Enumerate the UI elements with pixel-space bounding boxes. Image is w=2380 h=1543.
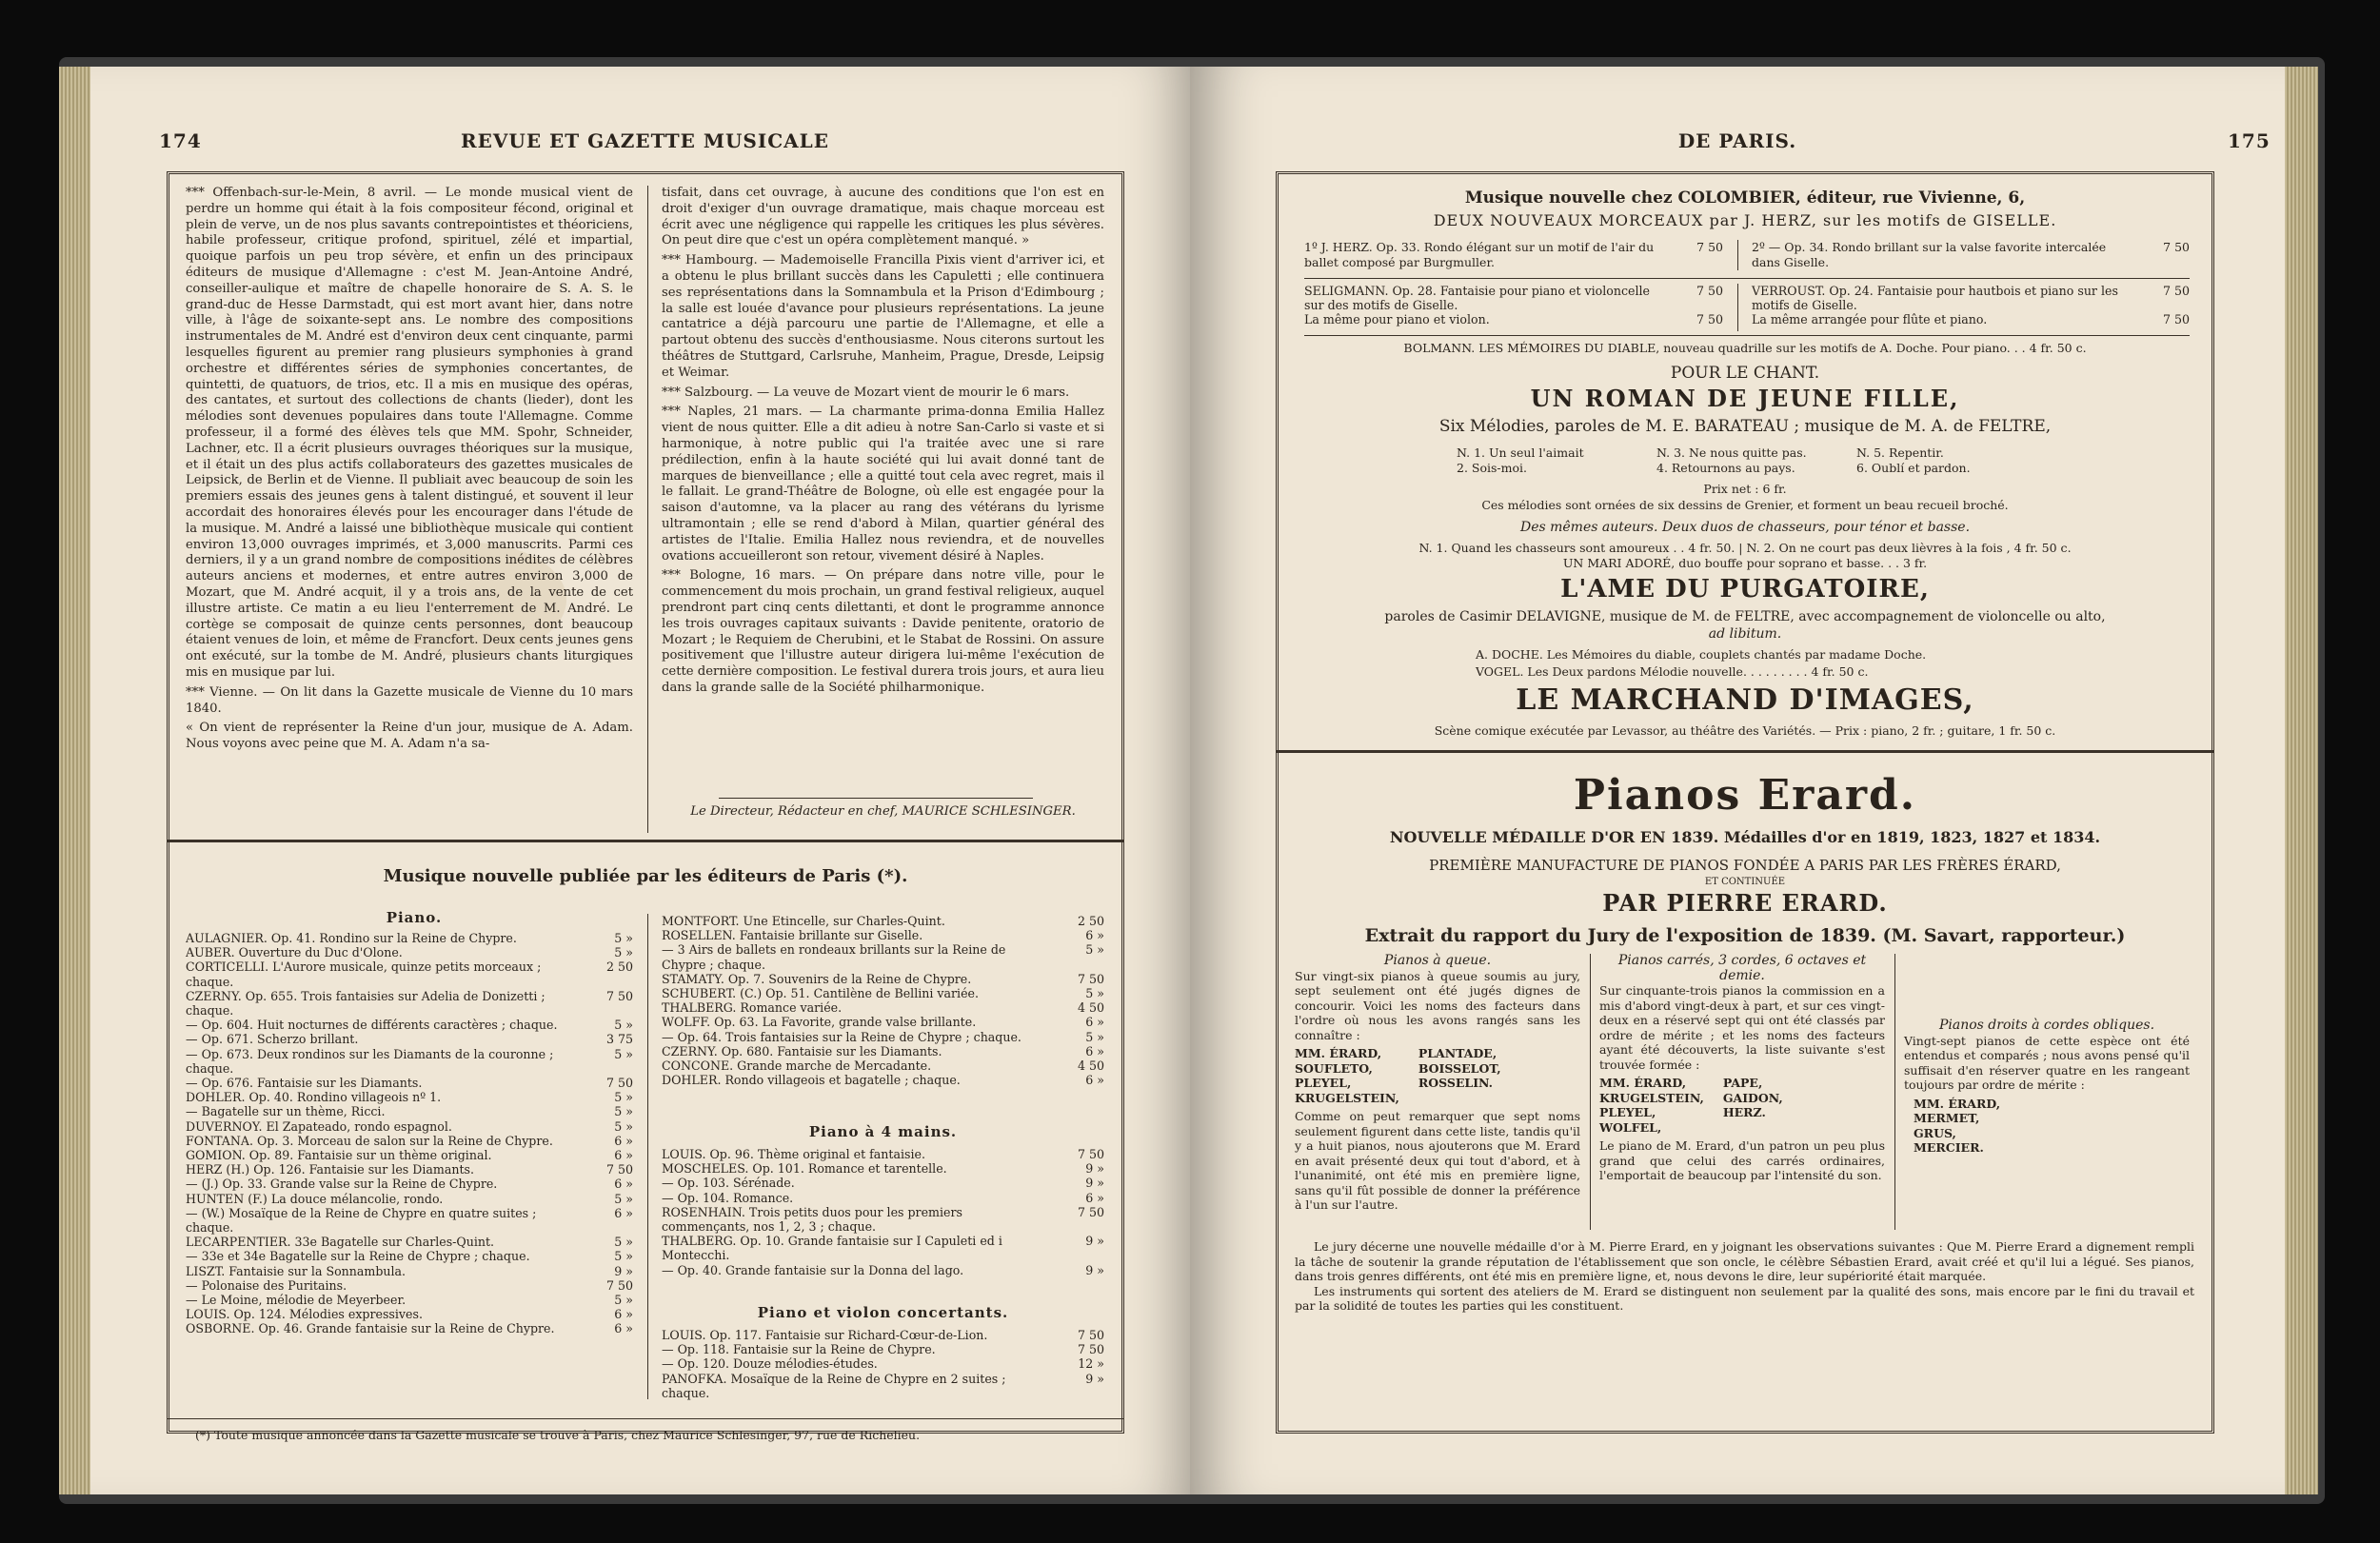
catalog-entry-title: — Op. 676. Fantaisie sur les Diamants. [186,1076,423,1091]
mari-adore-line: UN MARI ADORÉ, duo bouffe pour soprano et basse. . . 3 fr. [1562,556,1928,570]
catalog-entry [186,1148,633,1162]
catalog-entry-title: STAMATY. Op. 7. Souvenirs de la Reine de Chypre. [662,971,972,986]
catalog-entry-title: — Op. 118. Fantaisie sur la Reine de Chypre. [662,1342,936,1357]
catalog-column-2-violin [662,1328,1104,1404]
catalog-entry [662,986,1104,1000]
roman-song-list [1457,445,2047,475]
name: PAPE, [1722,1076,1763,1090]
news-column-2 [662,186,1104,800]
name: MM. ÉRARD, [1599,1076,1687,1090]
catalog-entry-price: 6 » [1085,1015,1104,1030]
erard-col-droits [1904,1019,2190,1156]
catalog-entry [186,1307,633,1321]
carres-names-b [1723,1076,1783,1135]
catalog-entry-price: 6 » [614,1321,633,1336]
catalog-entry-title: — Op. 671. Scherzo brillant. [186,1032,359,1047]
catalog-entry [186,1249,633,1263]
catalog-entry-title: — Op. 120. Douze mélodies-études. [662,1356,878,1372]
erard-par-pierre: PAR PIERRE ERARD. [1602,889,1888,917]
roman-ornament-note: Ces mélodies sont ornées de six dessins de Grenier, et forment un beau recueil broché. [1481,498,2009,512]
carres-text: Sur cinquante-trois pianos la commission en a mis d'abord vingt-deux à part, et sur ces vingt-deux en a réservé sept qui ont été classés par ordre de mérite ; et les noms des facteurs ayant été découverts, la liste suivante s'est trouvée formée : [1599,983,1885,1072]
catalog-entry-price: 6 » [614,1133,633,1148]
catalog-entry-price: 7 50 [1077,971,1104,986]
catalog-entry-price: 5 » [614,1249,633,1264]
catalog-entry [662,1147,1104,1161]
song-3: N. 3. Ne nous quitte pas. [1656,445,1807,460]
catalog-entry-price: 5 » [614,1090,633,1105]
signature: Le Directeur, Rédacteur en chef, MAURICE SCHLESINGER. [690,804,1076,819]
catalog-entry [662,1000,1104,1015]
catalog-entry-title: AUBER. Ouverture du Duc d'Olone. [186,945,403,960]
catalog-entry-title: — Op. 104. Romance. [662,1190,794,1205]
erard-manufacture-line: PREMIÈRE MANUFACTURE DE PIANOS FONDÉE A PARIS PAR LES FRÈRES ÉRARD, [1429,857,2061,874]
signature-rule [719,798,1033,799]
catalog-title: Musique nouvelle publiée par les éditeurs de Paris (*). [383,866,908,886]
catalog-entry-title: — (J.) Op. 33. Grande valse sur la Reine de Chypre. [186,1177,498,1192]
erard-divider-1 [1590,954,1591,1230]
chant-heading: POUR LE CHANT. [1670,364,1820,383]
catalog-entry-price: 5 » [614,1046,633,1061]
catalog-entry [662,1263,1104,1277]
catalog-entry [662,1073,1104,1087]
droits-names [1914,1097,2190,1156]
catalog-entry-title: — Le Moine, mélodie de Meyerbeer. [186,1293,407,1308]
name: BOISSELOT, [1418,1060,1501,1076]
roman-title: UN ROMAN DE JEUNE FILLE, [1530,385,1960,412]
news-item-vienne: *** Vienne. — On lit dans la Gazette musicale de Vienne du 10 mars 1840. [186,684,633,716]
catalog-entry-price: 7 50 [1077,1204,1104,1219]
catalog-entry-title: HUNTEN (F.) La douce mélancolie, rondo. [186,1191,444,1206]
erard-col-carres [1599,954,1885,1183]
erard-title: Pianos Erard. [1573,771,1917,820]
catalog-entry-title: LECARPENTIER. 33e Bagatelle sur Charles-Quint. [186,1235,495,1250]
catalog-entry [186,1047,633,1076]
catalog-entry [662,1044,1104,1058]
news-item-offenbach: *** Offenbach-sur-le-Mein, 8 avril. — Le monde musical vient de perdre un homme qui était à la fois compositeur fécond, original et plein de verve, un de nos plus savants contrepointistes et théoriciens, habile professeur, critique profond, spirituel, zélé et impartial, quoique parfois un peu trop sévère, et enfin un des principaux éditeurs de musique d'Allemagne : c'est M. Jean-Antoine André, conseiller-aulique et maître de chapelle honoraire de S. A. S. le grand-duc de Hesse Darmstadt, qui est mort avant hier, dans notre ville, à l'âge de soixante-sept ans. Le nombre des compositions instrumentales de M. André est d'environ deux cent cinquante, parmi lesquelles figurent au premier rang plusieurs symphonies à grand orchestre et différentes séries de symphonies concertantes, de quintetti, de quatuors, de trios, etc. Il a mis en musique des opéras, des cantates, et surtout des collections de chants (lieder), dont les mélodies sont devenues populaires dans toute l'Allemagne. Comme professeur, il a formé des élèves tels que MM. Spohr, Schneider, Lachner, etc. Il a écrit plusieurs ouvrages théoriques sur la musique, et il était un des plus actifs collaborateurs des gazettes musicales de Leipsick, de Berlin et de Vienne. Il publiait avec beaucoup de soin les premiers essais des jeunes gens à talent distingué, et souvent il leur accordait des honoraires élevés pour les encourager dans l'étude de la musique. M. André a laissé une bibliothèque musicale qui contient environ 13,000 ouvrages imprimés, et 3,000 manuscrits. Parmi ces derniers, il y a un grand nombre de compositions inédites de célèbres auteurs anciens et modernes, et entre autres environ 3,000 de Mozart, que M. André acquit, il y a trois ans, de la vente de cet illustre artiste. Ce matin a eu lieu l'enterrement de M. André. Le cortège se composait de quinze cents personnes, dont beaucoup étaient venues de loin, et même de Francfort. Deux cents jeunes gens ont exécuté, sur la tombe de M. André, plusieurs chants liturgiques mis en musique par lui. [186,186,633,680]
erard-extrait: Extrait du rapport du Jury de l'exposition de 1839. (M. Savart, rapporteur.) [1364,925,2126,946]
catalog-entry-title: HERZ (H.) Op. 126. Fantaisie sur les Diamants. [186,1162,474,1177]
verroust-item: VERROUST. Op. 24. Fantaisie pour hautbois et piano sur les motifs de Giselle. 7 50 La même arrangée pour flûte et piano. 7 50 [1752,284,2190,327]
catalog-entry [662,1205,1104,1234]
catalog-entry-price: 6 » [614,1148,633,1163]
carres-title: Pianos carrés, 3 cordes, 6 octaves et demie. [1617,953,1867,983]
memes-auteurs: Des mêmes auteurs. Deux duos de chasseurs, pour ténor et basse. [1519,520,1971,535]
catalog-entry-price: 5 » [1085,1029,1104,1044]
catalog-entry [186,931,633,945]
catalog-entry-title: PANOFKA. Mosaïque de la Reine de Chypre en 2 suites ; chaque. [662,1371,1006,1400]
catalog-entry-price: 5 » [614,1235,633,1250]
erard-closing [1295,1239,2194,1314]
catalog-entry [186,989,633,1018]
catalog-entry-title: CONCONE. Grande marche de Mercadante. [662,1058,932,1074]
catalog-entry-title: CORTICELLI. L'Aurore musicale, quinze petits morceaux ; chaque. [186,959,542,989]
catalog-entry-title: LOUIS. Op. 124. Mélodies expressives. [186,1307,423,1322]
name: MERMET, [1914,1111,1980,1125]
name: ROSSELIN. [1418,1076,1494,1090]
four-hands-heading: Piano à 4 mains. [808,1123,958,1140]
queue-names [1295,1046,1580,1105]
erard-medal-line: NOUVELLE MÉDAILLE D'OR EN 1839. Médailles d'or en 1819, 1823, 1827 et 1834. [1389,828,2101,846]
catalog-entry-price: 7 50 [605,1162,633,1177]
name: PLEYEL, [1599,1105,1656,1119]
catalog-entry-price: 7 50 [1077,1328,1104,1342]
news-item-hambourg: *** Hambourg. — Mademoiselle Francilla Pixis vient d'arriver ici, et a obtenu le plus brillant succès dans les Capuletti ; elle continuera ses représentations dans la Somnambula et la Prison d'Edimbourg ; la salle est louée d'avance pour plusieurs représentations. La jeune cantatrice a déjà parcouru une partie de l'Allemagne, et elle a partout obtenu des succès d'enthousiasme. Nous citerons surtout les théâtres de Stuttgard, Carlsruhe, Manheim, Prague, Dresde, Leipsig et Weimar. [662,253,1104,380]
erard-divider-2 [1894,954,1895,1230]
erard-separator [1276,750,2214,753]
catalog-entry [186,1134,633,1148]
catalog-entry [662,942,1104,971]
catalog-entry-price: 5 » [614,945,633,960]
name: KRUGELSTEIN, [1599,1090,1704,1105]
name: PLEYEL, [1295,1076,1352,1090]
carres-names-a [1599,1076,1704,1135]
queue-text: Sur vingt-six pianos à queue soumis au jury, sept seulement ont été jugés dignes de concourir. Voici les noms des facteurs dans l'ordre où nous les avons rangés sans les connaître : [1295,968,1580,1042]
catalog-entry [186,1177,633,1191]
catalog-entry-title: THALBERG. Op. 10. Grande fantaisie sur I Capuleti ed i Montecchi. [662,1234,1002,1263]
catalog-entry-price: 6 » [614,1177,633,1192]
catalog-entry [186,1321,633,1335]
name: GRUS, [1914,1125,1956,1140]
catalog-entry [186,1162,633,1177]
catalog-entry-title: DOHLER. Op. 40. Rondino villageois nº 1. [186,1090,442,1105]
carres-text-2: Le piano de M. Erard, d'un patron un peu plus grand que celui des carrés ordinaires, l'emportait de beaucoup par l'intensité du son. [1599,1138,1885,1182]
catalog-entry-price: 9 » [1085,1371,1104,1386]
catalog-entry [186,959,633,988]
herz-divider [1737,240,1738,270]
catalog-entry [186,1278,633,1293]
name: HERZ. [1722,1105,1766,1119]
name: MERCIER. [1914,1140,1984,1155]
carres-names [1599,1076,1885,1135]
piano-heading: Piano. [386,909,443,926]
catalog-entry [186,1018,633,1032]
news-item-salzbourg: *** Salzbourg. — La veuve de Mozart vient de mourir le 6 mars. [662,385,1070,400]
song-6: 6. Oublí et pardon. [1856,460,1971,475]
news-item-naples: *** Naples, 21 mars. — La charmante prima-donna Emilia Hallez vient de nous quitter. Elle a dit adieu à notre San-Carlo si vaste et si harmonique, à notre public qui l'a traitée avec une si rare prédilection, enfin à la haute société qui lui avait donné tant de marques de bienveillance ; elle a quitté tout cela avec regret, mais il le fallait. Le grand-Théâtre de Bologne, où elle est engagée pour la saison d'automne, va la placer au rang des vétérans du lyrisme ultramontain ; elle se rend d'abord à Milan, quartier général des artistes de l'Italie. Emilia Hallez nous reviendra, et de nouvelles ovations accueilleront son retour, vivement désiré à Naples. [662,405,1104,564]
song-5: N. 5. Repentir. [1856,445,1944,460]
catalog-entry [186,1293,633,1307]
name: GAIDON, [1722,1090,1783,1105]
catalog-entry-title: GOMION. Op. 89. Fantaisie sur un thème original. [186,1148,492,1163]
catalog-entry-title: — Op. 604. Huit nocturnes de différents caractères ; chaque. [186,1018,558,1033]
catalog-entry [662,1356,1104,1371]
right-page [1190,67,2285,1494]
catalog-entry [186,1119,633,1134]
catalog-entry-title: FONTANA. Op. 3. Morceau de salon sur la Reine de Chypre. [186,1133,553,1148]
catalog-entry-price: 6 » [1085,1043,1104,1058]
duos-line: N. 1. Quand les chasseurs sont amoureux . . 4 fr. 50. | N. 2. On ne court pas deux lièvres à la fois , 4 fr. 50 c. [1418,541,2072,555]
erard-closing-1: Le jury décerne une nouvelle médaille d'or à M. Pierre Erard, en y joignant les observations suivantes : Que M. Pierre Erard a dignement rempli la tâche de soutenir la grande réputation de l'établissement que son oncle, le célèbre Sébastien Erard, avait créé et qu'il lui a légué. Ses pianos, dans trois genres différents, ont été mis en première ligne, et, nous devons le dire, leur supériorité était marquée. [1295,1239,2194,1283]
catalog-entry-title: ROSENHAIN. Trois petits duos pour les premiers commençants, nos 1, 2, 3 ; chaque. [662,1204,962,1235]
catalog-entry-price: 7 50 [605,988,633,1003]
catalog-entry [662,1191,1104,1205]
catalog-entry-price: 6 » [1085,1190,1104,1205]
catalog-entry-price: 9 » [1085,1161,1104,1177]
catalog-entry-title: MONTFORT. Une Etincelle, sur Charles-Quint. [662,914,945,928]
erard-continuee: ET CONTINUÉE [1704,877,1786,887]
name: MM. ÉRARD, [1295,1046,1382,1060]
footnote: (*) Toute musique annoncée dans la Gazette musicale se trouve à Paris, chez Maurice Schlesinger, 97, rue de Richelieu. [195,1428,921,1442]
catalog-divider [647,914,648,1399]
erard-col-queue [1295,954,1580,1213]
catalog-entry-price: 2 50 [605,959,633,975]
queue-text-2: Comme on peut remarquer que sept noms seulement figurent dans cette liste, tandis qu'il y a huit pianos, nous ajouterons que M. Erard en avait présenté deux qui tout d'abord, et à l'unanimité, ont été mis en première ligne, sans qu'il fût possible de donner la préférence à l'un sur l'autre. [1295,1109,1580,1212]
name: PLANTADE, [1418,1046,1497,1060]
catalog-entry-title: — 3 Airs de ballets en rondeaux brillants sur la Reine de Chypre ; chaque. [662,942,1006,972]
name: SOUFLETO, [1295,1060,1373,1076]
catalog-entry [186,1264,633,1278]
catalog-entry-price: 7 50 [605,1277,633,1293]
running-head-right: DE PARIS. [1677,129,1797,152]
song-2: 2. Sois-moi. [1457,460,1527,475]
name: KRUGELSTEIN, [1295,1090,1399,1105]
song-4: 4. Retournons au pays. [1656,460,1795,475]
catalog-entry-price: 5 » [614,1104,633,1119]
section-separator [167,840,1124,842]
catalog-entry-price: 6 » [1085,1073,1104,1088]
catalog-entry [186,1076,633,1090]
catalog-entry [186,1032,633,1046]
rule-colombier-1 [1304,278,2190,279]
catalog-entry-title: — (W.) Mosaïque de la Reine de Chypre en quatre suites ; chaque. [186,1205,537,1236]
running-head-left: REVUE ET GAZETTE MUSICALE [461,129,829,152]
catalog-entry [662,1234,1104,1262]
catalog-entry-price: 5 » [614,1191,633,1206]
catalog-entry [186,1235,633,1249]
vogel-line: VOGEL. Les Deux pardons Mélodie nouvelle. . . . . . . . . 4 fr. 50 c. [1476,664,1869,679]
queue-names-b [1418,1046,1501,1105]
catalog-entry-title: CZERNY. Op. 655. Trois fantaisies sur Adelia de Donizetti ; chaque. [186,988,545,1019]
roman-price: Prix net : 6 fr. [1703,482,1787,496]
catalog-entry-price: 6 » [614,1205,633,1220]
catalog-entry [662,914,1104,928]
droits-title: Pianos droits à cordes obliques. [1938,1018,2155,1033]
catalog-entry-title: DUVERNOY. El Zapateado, rondo espagnol. [186,1118,452,1134]
catalog-entry-title: — Bagatelle sur un thème, Ricci. [186,1104,386,1119]
catalog-entry-price: 6 » [1085,928,1104,943]
catalog-entry-price: 9 » [1085,1262,1104,1277]
purgatoire-title: L'AME DU PURGATOIRE, [1560,575,1930,603]
song-1: N. 1. Un seul l'aimait [1457,445,1584,460]
catalog-entry [186,1090,633,1104]
catalog-entry-title: LOUIS. Op. 96. Thème original et fantaisie. [662,1147,925,1161]
marchand-line: Scène comique exécutée par Levassor, au théâtre des Variétés. — Prix : piano, 2 fr. ; guitare, 1 fr. 50 c. [1434,723,2056,738]
herz-subtitle: DEUX NOUVEAUX MORCEAUX par J. HERZ, sur les motifs de GISELLE. [1433,211,2057,229]
catalog-entry-price: 4 50 [1077,1000,1104,1016]
catalog-entry-title: AULAGNIER. Op. 41. Rondino sur la Reine de Chypre. [186,931,517,945]
catalog-entry-price: 9 » [614,1263,633,1278]
herz-item-1: 1º J. HERZ. Op. 33. Rondo élégant sur un motif de l'air du ballet composé par Burgmuller. 7 50 [1304,240,1723,269]
catalog-entry-title: THALBERG. Romance variée. [662,1000,843,1016]
catalog-entry [662,1176,1104,1190]
erard-closing-2: Les instruments qui sortent des ateliers de M. Erard se distinguent non seulement par la qualité des sons, mais encore par le fini du travail et par la solidité de toutes les parties qui les constituent. [1295,1283,2194,1313]
news-column-1 [186,186,633,823]
colombier-title: Musique nouvelle chez COLOMBIER, éditeur, rue Vivienne, 6, [1464,188,2026,208]
catalog-entry-price: 9 » [1085,1176,1104,1191]
left-page [90,67,1200,1494]
catalog-entry [662,1015,1104,1029]
catalog-entry-price: 5 » [614,1293,633,1308]
news-item-bologne: *** Bologne, 16 mars. — On prépare dans notre ville, pour le commencement du mois prochain, un grand festival religieux, auquel prendront part cinq cents dilettanti, et dont le programme annonce les trois ouvrages capitaux suivants : Davide penitente, oratorio de Mozart ; le Requiem de Cherubini, et le Stabat de Rossini. On assure positivement que l'illustre auteur dirigera lui-même l'exécution de cette dernière composition. Le festival durera trois jours, et aura lieu dans la grande salle de la Société philharmonique. [662,568,1104,695]
catalog-entry-price: 3 75 [605,1032,633,1047]
catalog-entry-title: OSBORNE. Op. 46. Grande fantaisie sur la Reine de Chypre. [186,1321,555,1336]
catalog-entry-price: 5 » [1085,986,1104,1001]
catalog-entry-price: 5 » [1085,942,1104,958]
catalog-entry-title: LOUIS. Op. 117. Fantaisie sur Richard-Cœur-de-Lion. [662,1328,988,1342]
catalog-entry-price: 5 » [614,1118,633,1134]
page-edges-left [59,67,92,1494]
herz-item-2: 2º — Op. 34. Rondo brillant sur la valse favorite intercalée dans Giselle. 7 50 [1752,240,2190,269]
catalog-entry-price: 6 » [614,1307,633,1322]
catalog-entry [662,1328,1104,1342]
catalog-entry [186,1192,633,1206]
column-divider [647,186,648,833]
page-edges-right [2285,67,2318,1494]
catalog-entry-price: 7 50 [1077,1342,1104,1357]
catalog-entry [662,928,1104,942]
catalog-entry [186,1206,633,1235]
catalog-entry-price: 5 » [614,931,633,945]
catalog-entry [186,945,633,959]
catalog-entry-title: — Op. 64. Trois fantaisies sur la Reine de Chypre ; chaque. [662,1029,1021,1044]
catalog-entry-title: — 33e et 34e Bagatelle sur la Reine de Chypre ; chaque. [186,1249,530,1264]
bolmann-line: BOLMANN. LES MÉMOIRES DU DIABLE, nouveau quadrille sur les motifs de A. Doche. Pour piano. . . 4 fr. 50 c. [1403,341,2087,355]
catalog-entry [662,1030,1104,1044]
catalog-column-2-four-hands [662,1147,1104,1309]
catalog-entry-price: 2 50 [1077,914,1104,928]
catalog-column-1 [186,931,633,1416]
catalog-entry-title: — Polonaise des Puritains. [186,1277,347,1293]
catalog-entry [662,1161,1104,1176]
doche-line: A. DOCHE. Les Mémoires du diable, couplets chantés par madame Doche. [1476,647,1927,662]
catalog-entry-price: 7 50 [1077,1147,1104,1161]
catalog-entry-price: 12 » [1078,1356,1104,1372]
catalog-entry-title: ROSELLEN. Fantaisie brillante sur Giselle. [662,928,923,943]
catalog-entry [186,1104,633,1118]
name: MM. ÉRARD, [1914,1096,2001,1111]
news-item-adam: « On vient de représenter la Reine d'un jour, musique de A. Adam. Nous voyons avec peine que M. A. Adam n'a sa- [186,721,633,752]
droits-text: Vingt-sept pianos de cette espèce ont été entendus et comparés ; nous avons pensé qu'il suffisait d'en réserver quatre en les rangeant toujours par ordre de mérite : [1904,1033,2190,1092]
catalog-entry-title: MOSCHELES. Op. 101. Romance et tarentelle. [662,1161,947,1177]
seligmann-divider [1737,284,1738,331]
catalog-entry [662,1342,1104,1356]
page-number-right: 175 [2228,129,2271,152]
catalog-entry-title: — Op. 103. Sérénade. [662,1176,795,1191]
catalog-entry-price: 5 » [614,1018,633,1033]
queue-title: Pianos à queue. [1383,953,1492,968]
footnote-rule [167,1418,1124,1419]
queue-names-a [1295,1046,1399,1105]
catalog-entry-title: SCHUBERT. (C.) Op. 51. Cantilène de Bellini variée. [662,986,979,1001]
rule-colombier-2 [1304,335,2190,336]
catalog-entry-price: 9 » [1085,1234,1104,1249]
catalog-entry-title: DOHLER. Rondo villageois et bagatelle ; chaque. [662,1073,961,1088]
catalog-entry-title: WOLFF. Op. 63. La Favorite, grande valse brillante. [662,1015,977,1030]
catalog-entry [662,1058,1104,1073]
catalog-entry-title: CZERNY. Op. 680. Fantaisie sur les Diamants. [662,1043,942,1058]
purgatoire-line-1: paroles de Casimir DELAVIGNE, musique de M. de FELTRE, avec accompagnement de violoncelle ou alto, [1384,609,2106,624]
name: WOLFEL, [1599,1119,1662,1135]
page-number-left: 174 [159,129,202,152]
news-item-continuation: tisfait, dans cet ouvrage, à aucune des conditions que l'on est en droit d'exiger d'un ouvrage dramatique, mais chaque morceau est écrit avec une négligence qui rappelle les critiques les plus sévères. On peut dire que c'est un opéra complètement manqué. » [662,186,1104,248]
catalog-entry [662,1372,1104,1400]
violin-heading: Piano et violon concertants. [757,1304,1009,1321]
seligmann-item: SELIGMANN. Op. 28. Fantaisie pour piano et violoncelle sur des motifs de Giselle. 7 50 La même pour piano et violon. 7 50 [1304,284,1723,327]
catalog-entry-title: — Op. 40. Grande fantaisie sur la Donna del lago. [662,1262,964,1277]
purgatoire-line-2: ad libitum. [1708,626,1782,642]
catalog-entry-title: LISZT. Fantaisie sur la Sonnambula. [186,1263,407,1278]
catalog-entry [662,972,1104,986]
catalog-entry-price: 4 50 [1077,1058,1104,1074]
roman-subtitle: Six Mélodies, paroles de M. E. BARATEAU ; musique de M. A. de FELTRE, [1438,417,2052,436]
catalog-entry-price: 7 50 [605,1076,633,1091]
catalog-entry-title: — Op. 673. Deux rondinos sur les Diamants de la couronne ; chaque. [186,1046,554,1076]
marchand-title: LE MARCHAND D'IMAGES, [1516,683,1974,717]
catalog-column-2 [662,914,1104,1104]
